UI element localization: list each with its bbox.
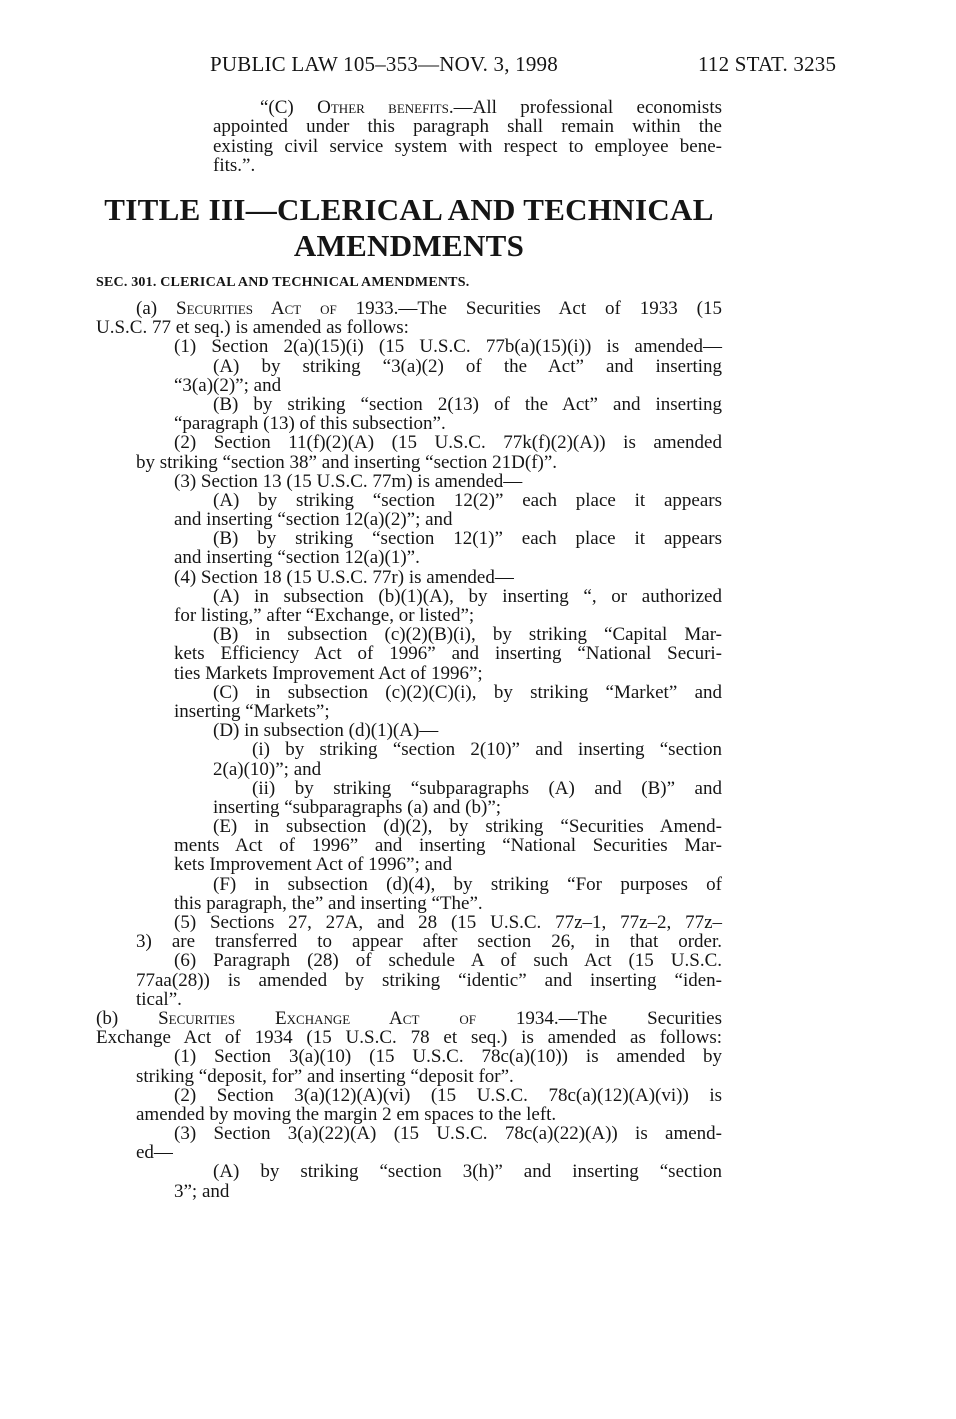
text-run: and inserting “section 12(a)(2)”; and bbox=[174, 509, 453, 531]
text-line bbox=[174, 855, 722, 874]
text-run: (5) Sections 27, 27A, and 28 (15 U.S.C. 77z–1, 77z–2, 77z– bbox=[174, 912, 722, 933]
text-run: fits.”. bbox=[213, 154, 256, 176]
text-run: (B) in subsection (c)(2)(B)(i), by striking “Capital Mar- bbox=[213, 624, 722, 646]
text-run: kets Efficiency Act of 1996” and inserting “National Securi- bbox=[174, 643, 722, 665]
text-line bbox=[174, 836, 722, 855]
text-run: “(C) bbox=[260, 97, 318, 118]
text-line bbox=[213, 357, 722, 376]
running-head: PUBLIC LAW 105–353—NOV. 3, 1998 bbox=[210, 52, 558, 76]
text-run: U.S.C. 77 et seq.) is amended as follows: bbox=[96, 317, 409, 339]
text-line bbox=[174, 894, 722, 913]
text-line bbox=[174, 644, 722, 663]
text-line bbox=[174, 433, 722, 452]
text-run: .—All professional economists bbox=[448, 97, 722, 118]
text-run: “paragraph (13) of this subsection”. bbox=[174, 413, 446, 435]
text-run: (C) in subsection (c)(2)(C)(i), by striking “Market” and bbox=[213, 681, 722, 703]
small-caps-text: Other benefits bbox=[317, 97, 449, 118]
text-run: for listing,” after “Exchange, or listed”; bbox=[174, 605, 475, 626]
text-run: (i) by striking “section 2(10)” and inserting “section bbox=[252, 739, 722, 761]
text-line bbox=[136, 971, 722, 990]
title-line-1: TITLE III—CLERICAL AND TECHNICAL bbox=[104, 192, 714, 227]
text-line bbox=[213, 625, 722, 644]
text-run: 3) are transferred to appear after section 26, in that order. bbox=[136, 931, 722, 953]
text-run: and inserting “section 12(a)(1)”. bbox=[174, 547, 420, 569]
text-line bbox=[213, 117, 722, 136]
text-line bbox=[252, 740, 722, 759]
text-run: inserting “subparagraphs (a) and (b)”; bbox=[213, 796, 502, 818]
text-run: “3(a)(2)”; and bbox=[174, 374, 282, 396]
text-line bbox=[174, 913, 722, 932]
text-line bbox=[213, 395, 722, 414]
text-run: this paragraph, the” and inserting “The”. bbox=[174, 892, 483, 914]
text-run: appointed under this paragraph shall remain within the bbox=[213, 116, 722, 138]
text-run: .—The Securities bbox=[553, 1007, 723, 1029]
text-line bbox=[213, 683, 722, 702]
top-paragraph bbox=[96, 98, 722, 175]
text-run: (B) by striking “section 2(13) of the Act” and inserting bbox=[213, 393, 722, 415]
text-run: (3) Section 13 (15 U.S.C. 77m) is amended— bbox=[174, 470, 523, 492]
text-run: (D) in subsection (d)(1)(A)— bbox=[213, 720, 439, 742]
text-run: (B) by striking “section 12(1)” each place it appears bbox=[213, 528, 722, 550]
text-run: tical”. bbox=[136, 988, 182, 1010]
text-run: (2) Section 11(f)(2)(A) (15 U.S.C. 77k(f)(2)(A)) is amended bbox=[174, 432, 722, 454]
text-line bbox=[213, 156, 722, 175]
text-line bbox=[213, 529, 722, 548]
text-line bbox=[174, 664, 722, 683]
text-line bbox=[174, 472, 722, 491]
text-run: .—The Securities Act of 1933 (15 bbox=[393, 298, 722, 319]
text-line bbox=[174, 606, 722, 625]
section-body bbox=[96, 299, 722, 1201]
text-run: (F) in subsection (d)(4), by striking “For purposes of bbox=[213, 873, 722, 895]
text-line bbox=[174, 1182, 722, 1201]
text-run: (1) Section 2(a)(15)(i) (15 U.S.C. 77b(a)(15)(i)) is amended— bbox=[174, 336, 722, 358]
small-caps-text: Securities Act of 1933 bbox=[176, 298, 394, 319]
text-run: ed— bbox=[136, 1142, 173, 1164]
text-run: (ii) by striking “subparagraphs (A) and (B)” and bbox=[252, 777, 722, 799]
text-line bbox=[213, 491, 722, 510]
small-caps-text: Securities Exchange Act of 1934 bbox=[158, 1007, 554, 1029]
page-header bbox=[0, 52, 956, 82]
text-run: inserting “Markets”; bbox=[174, 700, 330, 722]
text-run: 2(a)(10)”; and bbox=[213, 758, 322, 780]
text-line bbox=[174, 376, 722, 395]
statute-reference: 112 STAT. 3235 bbox=[698, 52, 837, 76]
text-line bbox=[174, 951, 722, 970]
text-line bbox=[213, 875, 722, 894]
text-run: kets Improvement Act of 1996”; and bbox=[174, 854, 453, 876]
text-run: 3”; and bbox=[174, 1180, 230, 1202]
text-run: existing civil service system with respect to employee bene- bbox=[213, 135, 722, 157]
text-run: amended by moving the margin 2 em spaces to the left. bbox=[136, 1103, 557, 1125]
text-line bbox=[136, 453, 722, 472]
text-line bbox=[174, 702, 722, 721]
text-line bbox=[213, 587, 722, 606]
text-line bbox=[260, 98, 722, 117]
text-line bbox=[174, 568, 722, 587]
text-line bbox=[136, 1143, 722, 1162]
text-run: (3) Section 3(a)(22)(A) (15 U.S.C. 78c(a)(22)(A)) is amend- bbox=[174, 1123, 722, 1145]
text-run: (4) Section 18 (15 U.S.C. 77r) is amended— bbox=[174, 566, 514, 588]
text-line bbox=[96, 1009, 722, 1028]
text-run: (a) bbox=[136, 298, 177, 319]
title-heading bbox=[96, 192, 722, 264]
text-run: by striking “section 38” and inserting “section 21D(f)”. bbox=[136, 451, 558, 473]
text-run: (A) in subsection (b)(1)(A), by inserting “, or authorized bbox=[213, 585, 722, 607]
text-line bbox=[96, 1028, 722, 1047]
text-run: ments Act of 1996” and inserting “National Securities Mar- bbox=[174, 835, 722, 857]
text-run: striking “deposit, for” and inserting “deposit for”. bbox=[136, 1065, 514, 1087]
text-line bbox=[252, 779, 722, 798]
text-line bbox=[174, 510, 722, 529]
text-line bbox=[174, 337, 722, 356]
text-run: (A) by striking “section 3(h)” and inserting “section bbox=[213, 1161, 722, 1183]
section-heading: SEC. 301. CLERICAL AND TECHNICAL AMENDMENTS. bbox=[96, 275, 470, 290]
text-run: (b) bbox=[96, 1007, 159, 1029]
text-line bbox=[213, 137, 722, 156]
text-line bbox=[174, 1124, 722, 1143]
text-run: (6) Paragraph (28) of schedule A of such Act (15 U.S.C. bbox=[174, 950, 722, 972]
text-line bbox=[213, 798, 722, 817]
text-line bbox=[96, 318, 722, 337]
text-line bbox=[213, 1162, 722, 1181]
text-line bbox=[213, 760, 722, 779]
text-run: ties Markets Improvement Act of 1996”; bbox=[174, 662, 483, 684]
text-line bbox=[136, 990, 722, 1009]
title-line-2: AMENDMENTS bbox=[293, 228, 525, 263]
text-run: (A) by striking “section 12(2)” each place it appears bbox=[213, 489, 722, 511]
text-line bbox=[136, 1105, 722, 1124]
text-run: (2) Section 3(a)(12)(A)(vi) (15 U.S.C. 78c(a)(12)(A)(vi)) is bbox=[174, 1084, 722, 1106]
text-line bbox=[174, 548, 722, 567]
text-line bbox=[174, 1047, 722, 1066]
text-line bbox=[213, 721, 722, 740]
text-run: (E) in subsection (d)(2), by striking “Securities Amend- bbox=[213, 816, 722, 838]
text-run: (1) Section 3(a)(10) (15 U.S.C. 78c(a)(10)) is amended by bbox=[174, 1046, 722, 1068]
text-line bbox=[174, 1086, 722, 1105]
text-run: 77aa(28)) is amended by striking “identic” and inserting “iden- bbox=[136, 969, 722, 991]
text-line bbox=[136, 299, 722, 318]
text-line bbox=[136, 1067, 722, 1086]
text-line bbox=[174, 414, 722, 433]
text-run: (A) by striking “3(a)(2) of the Act” and inserting bbox=[213, 355, 722, 377]
text-run: Exchange Act of 1934 (15 U.S.C. 78 et seq.) is amended as follows: bbox=[96, 1027, 722, 1049]
text-line bbox=[213, 817, 722, 836]
text-line bbox=[136, 932, 722, 951]
